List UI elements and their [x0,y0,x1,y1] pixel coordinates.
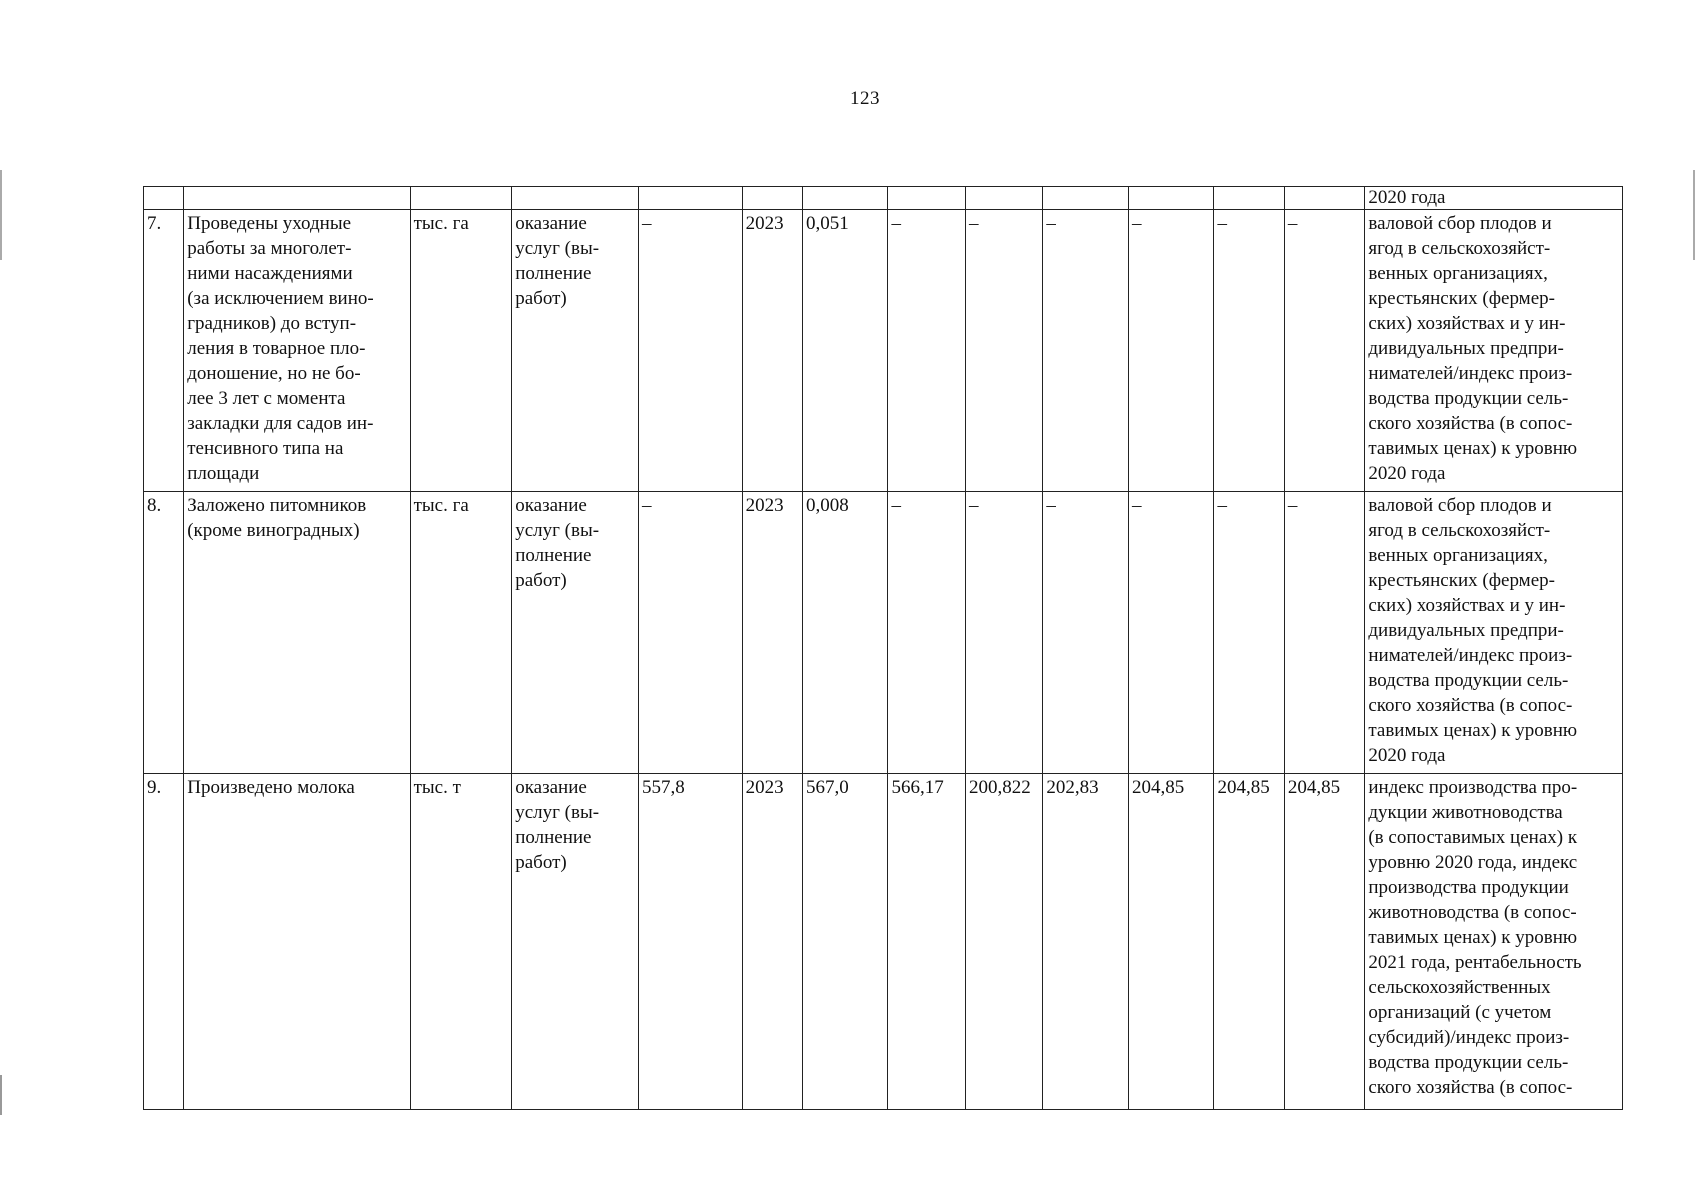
cell-indicator: индекс производства про- дукции животноводства (в сопоставимых ценах) к уровню 2020 года, индекс производства продукции животноводства (в сопос- тавимых ценах) к уровню 2021 года, рентабельность сельскохозяйственных организаций (с учетом субсидий)/индекс произ- водства продукции сель- ского хозяйства (в сопос- [1365,774,1623,1110]
cell-value: – [888,492,965,774]
cell-value: – [1284,492,1364,774]
cell-indicator: валовой сбор плодов и ягод в сельскохозяйст- венных организациях, крестьянских (фермер- ских) хозяйствах и у ин- дивидуальных предпри- нимателей/индекс произ- водства продукции сель- ского хозяйства (в сопос- тавимых ценах) к уровню 2020 года [1365,492,1623,774]
cell-type: оказание услуг (вы- полнение работ) [512,774,639,1110]
cell-value [1128,187,1214,210]
cell-indicator: 2020 года [1365,187,1623,210]
table-row [144,774,1623,1110]
cell-num: 9. [144,774,184,1110]
data-table [143,186,1623,1110]
cell-value: 202,83 [1043,774,1129,1110]
cell-base: 557,8 [638,774,742,1110]
scan-edge-mark [1693,170,1695,260]
cell-value: 204,85 [1214,774,1284,1110]
cell-name: Произведено молока [184,774,410,1110]
cell-value: 0,008 [802,492,888,774]
cell-unit [410,187,512,210]
page-number: 123 [850,88,880,109]
cell-name [184,187,410,210]
cell-type: оказание услуг (вы- полнение работ) [512,492,639,774]
cell-value [888,187,965,210]
table-row [144,492,1623,774]
cell-unit: тыс. га [410,210,512,492]
scan-edge-mark [0,170,2,260]
cell-base: – [638,492,742,774]
cell-value [1043,187,1129,210]
cell-unit: тыс. т [410,774,512,1110]
cell-value [802,187,888,210]
cell-value: – [1214,210,1284,492]
cell-value: – [1043,210,1129,492]
cell-type: оказание услуг (вы- полнение работ) [512,210,639,492]
cell-base: – [638,210,742,492]
cell-num: 7. [144,210,184,492]
cell-indicator: валовой сбор плодов и ягод в сельскохозяйст- венных организациях, крестьянских (фермер- ских) хозяйствах и у ин- дивидуальных предпри- нимателей/индекс произ- водства продукции сель- ского хозяйства (в сопос- тавимых ценах) к уровню 2020 года [1365,210,1623,492]
cell-name: Заложено питомников (кроме виноградных) [184,492,410,774]
cell-value: 200,822 [965,774,1042,1110]
table-row [144,187,1623,210]
cell-unit: тыс. га [410,492,512,774]
cell-value: – [1128,492,1214,774]
cell-year: 2023 [742,210,802,492]
cell-value [1214,187,1284,210]
cell-base [638,187,742,210]
cell-value: – [888,210,965,492]
cell-value [965,187,1042,210]
cell-value: – [1128,210,1214,492]
cell-name: Проведены уходные работы за многолет- ними насаждениями (за исключением вино- градников) до вступ- ления в товарное пло- доношение, но не бо- лее 3 лет с момента закладки для садов ин- тенсивного типа на площади [184,210,410,492]
cell-year [742,187,802,210]
cell-num [144,187,184,210]
cell-value: – [965,492,1042,774]
cell-num: 8. [144,492,184,774]
cell-value: – [965,210,1042,492]
cell-year: 2023 [742,774,802,1110]
cell-type [512,187,639,210]
cell-value: 204,85 [1284,774,1364,1110]
cell-value: – [1214,492,1284,774]
table-row [144,210,1623,492]
cell-value: 566,17 [888,774,965,1110]
cell-value [1284,187,1364,210]
cell-value: 567,0 [802,774,888,1110]
cell-value: – [1284,210,1364,492]
cell-value: – [1043,492,1129,774]
cell-value: 0,051 [802,210,888,492]
cell-value: 204,85 [1128,774,1214,1110]
scan-edge-mark [0,1075,2,1115]
cell-year: 2023 [742,492,802,774]
